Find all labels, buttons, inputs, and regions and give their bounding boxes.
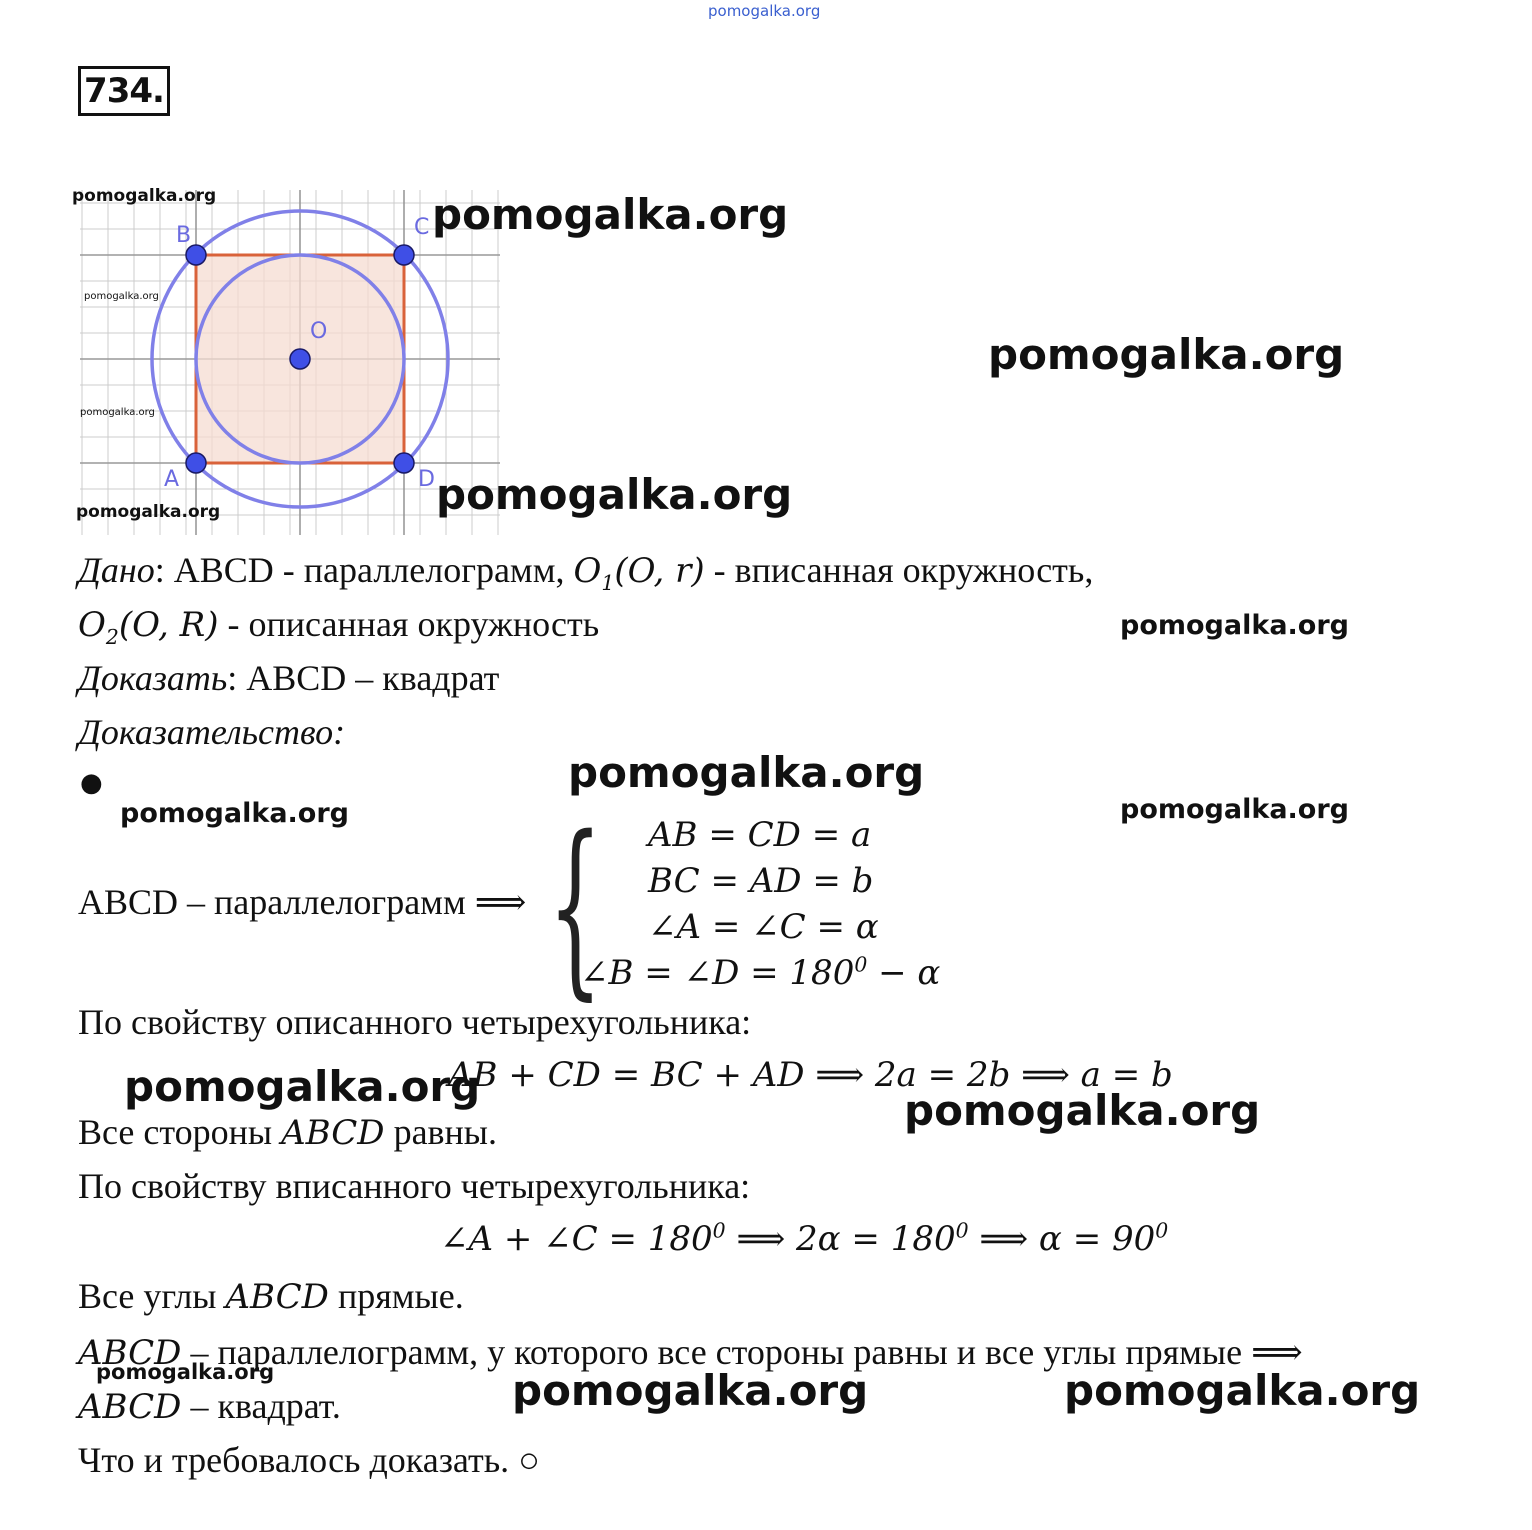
all-angles-line (78, 1276, 464, 1317)
point-o (290, 349, 310, 369)
watermark: pomogalka.org (988, 330, 1345, 379)
top-watermark: pomogalka.org (708, 2, 821, 20)
watermark: pomogalka.org (1120, 610, 1349, 641)
degree-mark: 0 (854, 952, 868, 977)
bullet: ● (80, 768, 103, 798)
watermark: pomogalka.org (568, 748, 925, 797)
system-line-4 (580, 952, 941, 993)
watermark: pomogalka.org (76, 502, 221, 522)
prove-line (78, 660, 499, 696)
degree-mark: 0 (1155, 1218, 1169, 1243)
task-number: 734. (78, 66, 170, 116)
watermark: pomogalka.org (72, 186, 217, 206)
label-c: C (414, 215, 430, 240)
system-line-2: BC = AD = b (648, 861, 874, 901)
degree-mark: 0 (712, 1218, 726, 1243)
angles-equation (440, 1218, 1169, 1259)
degree-mark: 0 (955, 1218, 969, 1243)
system-line-3: ∠A = ∠C = α (648, 907, 879, 947)
watermark: pomogalka.org (124, 1062, 481, 1111)
watermark: pomogalka.org (432, 190, 789, 239)
watermark: pomogalka.org (904, 1086, 1261, 1135)
system-line-4-a: ∠B = ∠D = 180 (580, 953, 855, 993)
point-a (186, 453, 206, 473)
qed-line: Что и требовалось доказать. ○ (78, 1440, 540, 1480)
conclusion-abcd-1: ABCD (78, 1333, 182, 1373)
described-equation: AB + CD = BC + AD ⟹ 2a = 2b ⟹ a = b (448, 1055, 1173, 1095)
proof-label: Доказательство: (78, 712, 346, 752)
all-sides-b: ABCD (281, 1113, 385, 1153)
watermark: pomogalka.org (1064, 1366, 1421, 1415)
given-circle-1: $O_1(O$, r) (573, 551, 705, 595)
given-circle-2: $O_2(O$, R) (78, 605, 219, 649)
label-o: O (310, 319, 328, 344)
point-c (394, 245, 414, 265)
watermark: pomogalka.org (96, 1360, 275, 1384)
parallelogram-implication: ABCD – параллелограмм ⟹ (78, 882, 527, 922)
all-sides-a: Все стороны (78, 1112, 282, 1152)
all-angles-c: прямые. (328, 1276, 464, 1316)
watermark: pomogalka.org (80, 407, 155, 418)
label-a: A (164, 467, 180, 492)
point-d (394, 453, 414, 473)
watermark: pomogalka.org (120, 798, 349, 829)
conclusion-abcd-2: ABCD (78, 1387, 182, 1427)
watermark: pomogalka.org (1120, 794, 1349, 825)
angles-eq-3: ⟹ α = 90 (968, 1219, 1156, 1259)
prove-label: Доказать (78, 658, 228, 698)
conclusion-text-1: – параллелограмм, у которого все стороны равны и все углы прямые ⟹ (181, 1332, 1303, 1372)
conclusion-line-2 (78, 1386, 341, 1427)
given-text-a: : ABCD - параллелограмм, (154, 550, 574, 590)
all-angles-a: Все углы (78, 1276, 226, 1316)
given-text-b: - вписанная окружность, (704, 550, 1094, 590)
angles-eq-2: ⟹ 2α = 180 (725, 1219, 956, 1259)
all-sides-c: равны. (384, 1112, 497, 1152)
all-sides-line (78, 1112, 497, 1153)
given-line-2 (78, 604, 600, 649)
given-text-c: - описанная окружность (218, 604, 600, 644)
point-b (186, 245, 206, 265)
prove-text: : ABCD – квадрат (227, 658, 500, 698)
system-brace: { (548, 796, 603, 1017)
label-d: D (418, 467, 435, 492)
system-line-4-b: − α (867, 953, 941, 993)
watermark: pomogalka.org (436, 470, 793, 519)
watermark: pomogalka.org (84, 291, 159, 302)
given-line-1 (78, 550, 1094, 595)
watermark: pomogalka.org (512, 1366, 869, 1415)
angles-eq-1: ∠A + ∠C = 180 (440, 1219, 713, 1259)
system-line-1: AB = CD = a (648, 815, 872, 855)
described-property: По свойству описанного четырехугольника: (78, 1002, 752, 1042)
given-label: Дано (78, 550, 155, 590)
inscribed-property: По свойству вписанного четырехугольника: (78, 1166, 751, 1206)
conclusion-text-2: – квадрат. (181, 1386, 341, 1426)
label-b: B (176, 223, 192, 248)
all-angles-b: ABCD (225, 1277, 329, 1317)
